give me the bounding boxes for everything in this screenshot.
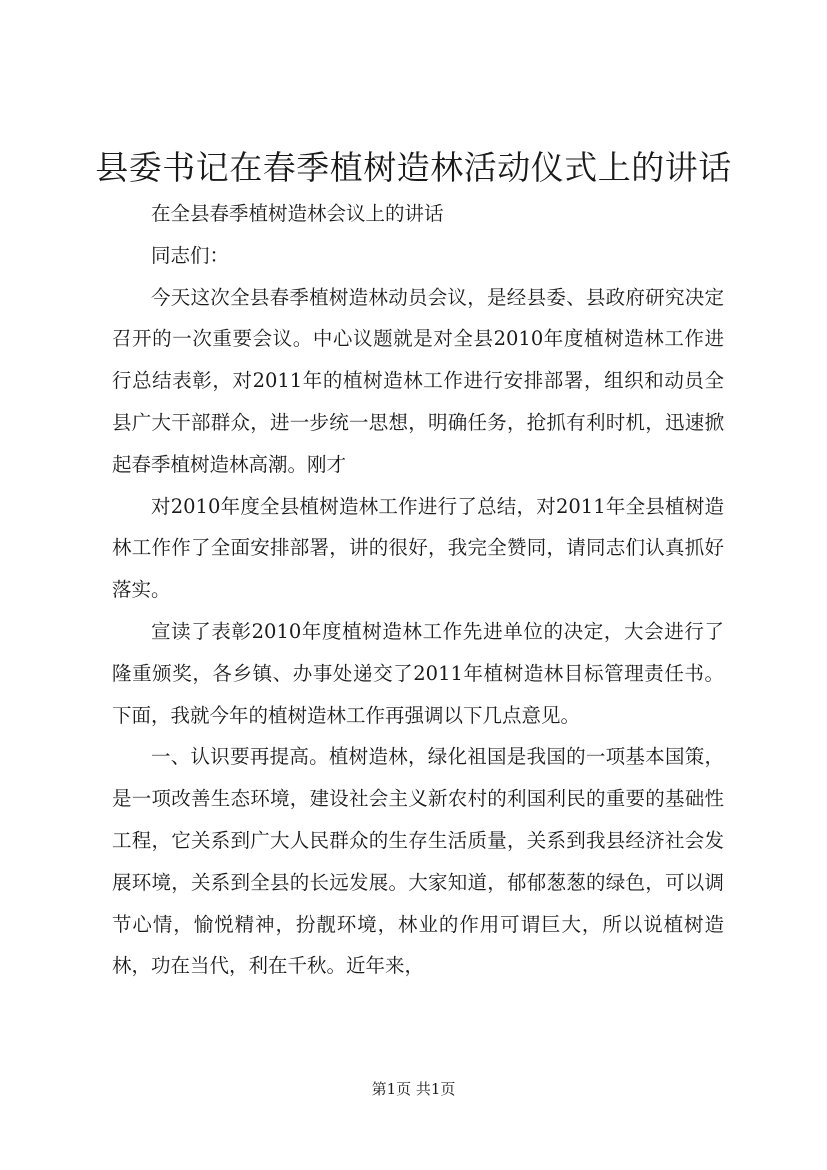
- document-title: 县委书记在春季植树造林活动仪式上的讲话: [95, 148, 732, 187]
- paragraph-salutation: 同志们：: [151, 243, 230, 267]
- document-body: [112, 193, 724, 987]
- paragraph: 一、认识要再提高。植树造林，绿化祖国是我国的一项基本国策，是一项改善生态环境，建设社会主义新农村的利国利民的重要的基础性工程，它关系到广大人民群众的生存生活质量，关系到我县经济社会发展环境，关系到全县的长远发展。大家知道，郁郁葱葱的绿色，可以调节心情，愉悦精神，扮靓环境，林业的作用可谓巨大，所以说植树造林，功在当代，利在千秋。近年来，: [112, 745, 724, 978]
- page-footer: 第1页 共1页: [371, 1080, 456, 1098]
- paragraph: 今天这次全县春季植树造林动员会议，是经县委、县政府研究决定召开的一次重要会议。中心议题就是对全县2010年度植树造林工作进行总结表彰，对2011年的植树造林工作进行安排部署，组织和动员全县广大干部群众，进一步统一思想，明确任务，抢抓有利时机，迅速掀起春季植树造林高潮。刚才: [112, 285, 724, 476]
- paragraph: 对2010年度全县植树造林工作进行了总结，对2011年全县植树造林工作作了全面安排部署，讲的很好，我完全赞同，请同志们认真抓好落实。: [112, 494, 724, 602]
- paragraph-subtitle: 在全县春季植树造林会议上的讲话: [151, 202, 444, 225]
- paragraph: 宣读了表彰2010年度植树造林工作先进单位的决定，大会进行了隆重颁奖，各乡镇、办事处递交了2011年植树造林目标管理责任书。下面，我就今年的植树造林工作再强调以下几点意见。: [112, 619, 724, 727]
